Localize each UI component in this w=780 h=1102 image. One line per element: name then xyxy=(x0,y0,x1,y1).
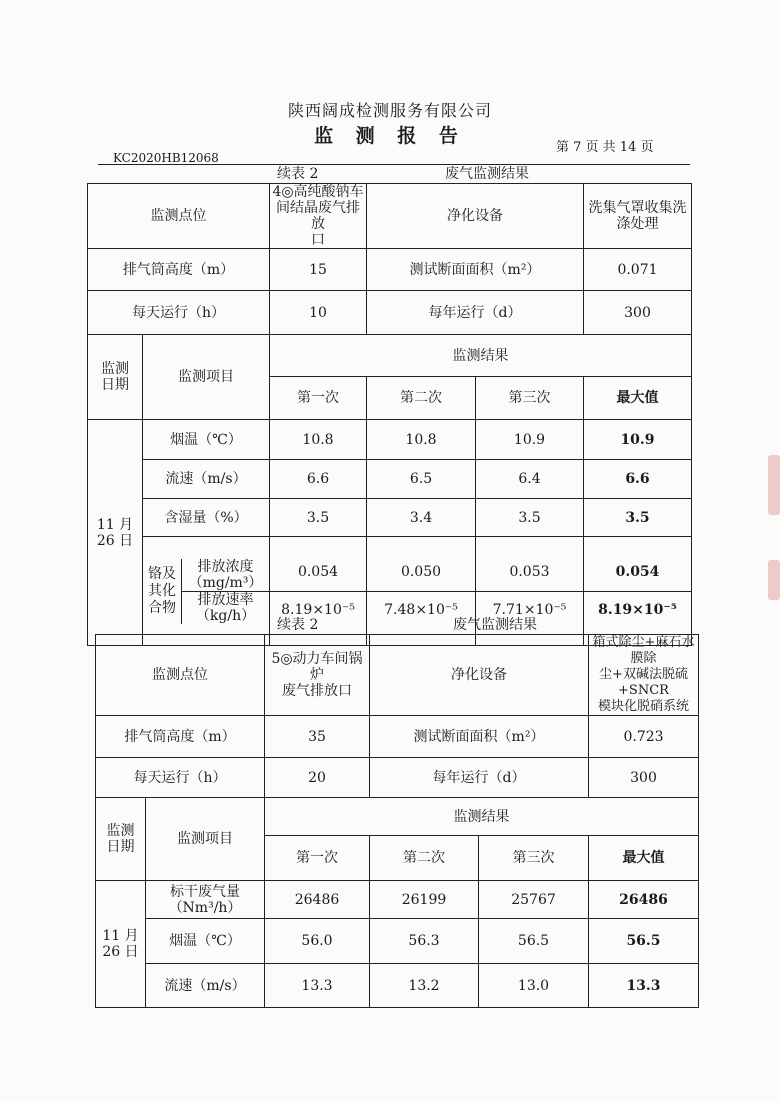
table1-row-v2: 3.4 xyxy=(367,499,476,537)
table1-caption-right: 废气监测结果 xyxy=(445,166,529,182)
table1-device-label: 净化设备 xyxy=(367,184,584,249)
table1-row-v3: 6.4 xyxy=(476,460,584,499)
table1-col-second: 第二次 xyxy=(367,377,476,420)
table1-group-item: 排放浓度 （mg/m³） xyxy=(182,559,269,592)
table1-row-v1: 0.054 xyxy=(270,553,366,592)
table1 xyxy=(87,183,692,646)
table1-row-v1: 8.19×10⁻⁵ xyxy=(281,602,355,619)
table2-row-max: 56.5 xyxy=(589,919,699,964)
header-rule xyxy=(98,164,690,165)
table1-row-v3: 3.5 xyxy=(476,499,584,537)
table1-row-v2: 0.050 xyxy=(367,553,475,592)
table1-point-value: 4◎高纯酸钠车 间结晶废气排放 口 xyxy=(270,184,367,249)
table2-yearly-value: 300 xyxy=(589,758,699,798)
table2-row-v1: 13.3 xyxy=(265,964,370,1008)
table1-row-v3: 7.71×10⁻⁵ xyxy=(492,602,567,619)
table2-row-v3: 13.0 xyxy=(479,964,589,1008)
table2-row-v2: 13.2 xyxy=(370,964,479,1008)
table1-group-item: 排放速率 （kg/h） xyxy=(195,591,256,624)
company-name: 陕西阔成检测服务有限公司 xyxy=(287,101,492,120)
table1-area-value: 0.071 xyxy=(584,249,692,291)
table1-row-item: 含湿量（%） xyxy=(143,499,270,537)
seal-mark xyxy=(768,560,780,600)
report-number: KC2020HB12068 xyxy=(113,151,219,165)
table2-daily-value: 20 xyxy=(265,758,370,798)
table1-row-max: 0.054 xyxy=(584,553,691,592)
table1-row-v1: 10.8 xyxy=(270,420,367,460)
table1-row-v1: 6.6 xyxy=(270,460,367,499)
table2-date-header: 监测 日期 xyxy=(96,798,146,881)
table1-row-item: 流速（m/s） xyxy=(143,460,270,499)
table2-col-max: 最大值 xyxy=(589,836,699,881)
table1-caption-left: 续表 2 xyxy=(277,166,319,182)
report-title: 监 测 报 告 xyxy=(314,125,466,147)
table1-col-third: 第三次 xyxy=(476,377,584,420)
table2-height-value: 35 xyxy=(265,716,370,758)
table2-device-label: 净化设备 xyxy=(370,635,589,716)
table1-group-max-cell xyxy=(584,537,692,646)
table2-point-label: 监测点位 xyxy=(96,635,265,716)
table1-height-value: 15 xyxy=(270,249,367,291)
page-info: 第 7 页 共 14 页 xyxy=(556,140,654,155)
table1-row-v3: 10.9 xyxy=(476,420,584,460)
seal-mark xyxy=(768,455,780,515)
table2-col-third: 第三次 xyxy=(479,836,589,881)
table2-row-item: 烟温（℃） xyxy=(146,919,265,964)
table2-caption-right: 废气监测结果 xyxy=(453,617,537,633)
table2-area-label: 测试断面面积（m²） xyxy=(370,716,589,758)
table1-row-item: 烟温（℃） xyxy=(143,420,270,460)
table1-row-v2: 7.48×10⁻⁵ xyxy=(384,602,458,619)
table2-row-v1: 26486 xyxy=(265,881,370,919)
table1-row-max: 6.6 xyxy=(584,460,692,499)
table2-row-item: 流速（m/s） xyxy=(146,964,265,1008)
table1-item-header: 监测项目 xyxy=(143,335,270,420)
table2-col-first: 第一次 xyxy=(265,836,370,881)
table1-result-header: 监测结果 xyxy=(270,335,692,377)
table1-yearly-label: 每年运行（d） xyxy=(367,291,584,335)
table2-row-max: 26486 xyxy=(589,881,699,919)
table1-area-label: 测试断面面积（m²） xyxy=(367,249,584,291)
table2-row-v1: 56.0 xyxy=(265,919,370,964)
table2-yearly-label: 每年运行（d） xyxy=(370,758,589,798)
table1-device-value: 洗集气罩收集洗涤处理 xyxy=(584,184,692,249)
table1-row-v2: 10.8 xyxy=(367,420,476,460)
table1-daily-label: 每天运行（h） xyxy=(88,291,270,335)
table2-row-v3: 25767 xyxy=(479,881,589,919)
table2-row-v2: 26199 xyxy=(370,881,479,919)
table2-point-value: 5◎动力车间锅炉 废气排放口 xyxy=(265,635,370,716)
table1-height-label: 排气筒高度（m） xyxy=(88,249,270,291)
table2-date: 11 月 26 日 xyxy=(96,881,146,1008)
table1-row-v3: 0.053 xyxy=(476,553,583,592)
table1-row-max: 10.9 xyxy=(584,420,692,460)
table1-group-cell xyxy=(143,537,270,646)
table1-daily-value: 10 xyxy=(270,291,367,335)
table2-result-header: 监测结果 xyxy=(265,798,699,836)
table2-caption-left: 续表 2 xyxy=(277,617,319,633)
table2-row-item: 标干废气量 （Nm³/h） xyxy=(146,881,265,919)
table1-group-label: 铬及 其化 合物 xyxy=(143,559,182,624)
table2-col-second: 第二次 xyxy=(370,836,479,881)
table2-row-max: 13.3 xyxy=(589,964,699,1008)
table1-col-first: 第一次 xyxy=(270,377,367,420)
table2-area-value: 0.723 xyxy=(589,716,699,758)
table1-col-max: 最大值 xyxy=(584,377,692,420)
table1-row-max: 3.5 xyxy=(584,499,692,537)
table1-yearly-value: 300 xyxy=(584,291,692,335)
table1-row-max: 8.19×10⁻⁵ xyxy=(598,602,677,619)
table2-device-value: 箱式除尘+麻石水膜除 尘+双碱法脱硫+SNCR 模块化脱硝系统 xyxy=(589,635,699,716)
table1-date: 11 月 26 日 xyxy=(88,420,143,646)
table2-daily-label: 每天运行（h） xyxy=(96,758,265,798)
table2-row-v3: 56.5 xyxy=(479,919,589,964)
table1-row-v2: 6.5 xyxy=(367,460,476,499)
table1-point-label: 监测点位 xyxy=(88,184,270,249)
table2-row-v2: 56.3 xyxy=(370,919,479,964)
table2-item-header: 监测项目 xyxy=(146,798,265,881)
table2 xyxy=(95,634,699,1008)
table1-row-v1: 3.5 xyxy=(270,499,367,537)
table1-date-header: 监测 日期 xyxy=(88,335,143,420)
table2-height-label: 排气筒高度（m） xyxy=(96,716,265,758)
